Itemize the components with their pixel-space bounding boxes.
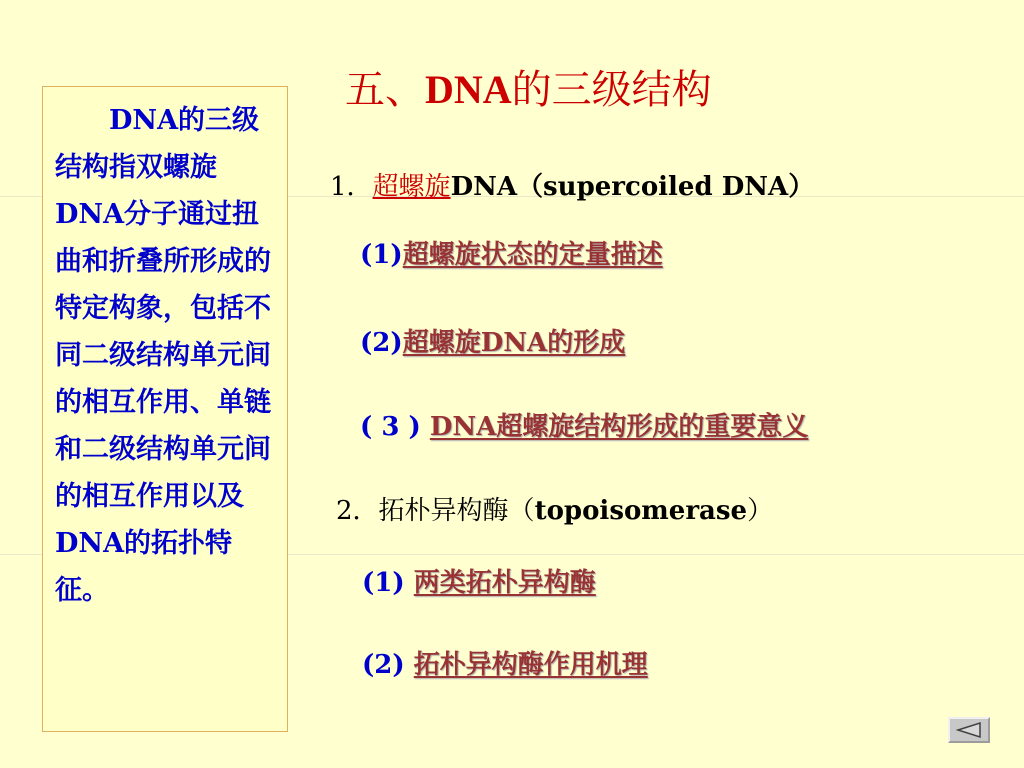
list-item[interactable]: (1)超螺旋状态的定量描述: [360, 240, 663, 270]
list-item[interactable]: (1) 两类拓朴异构酶: [362, 568, 596, 598]
page-title: 五、DNA的三级结构: [345, 67, 712, 113]
definition-text: DNA的三级结构指双螺旋DNA分子通过扭曲和折叠所形成的特定构象，包括不同二级结构单元间的相互作用、单链和二级结构单元间的相互作用以及DNA的拓扑特征。: [55, 105, 271, 606]
mechanism-link[interactable]: 拓朴异构酶作用机理: [413, 650, 648, 680]
quantitative-description-link[interactable]: 超螺旋状态的定量描述: [402, 240, 663, 270]
back-button[interactable]: [948, 717, 990, 743]
definition-box: [42, 86, 288, 732]
list-item[interactable]: (2) 拓朴异构酶作用机理: [362, 650, 648, 680]
list-item[interactable]: ( 3 ) DNA超螺旋结构形成的重要意义: [360, 412, 809, 442]
list-item[interactable]: (2)超螺旋DNA的形成: [360, 328, 626, 358]
significance-link[interactable]: DNA超螺旋结构形成的重要意义: [429, 412, 809, 442]
two-types-link[interactable]: 两类拓朴异构酶: [413, 568, 596, 598]
supercoil-link[interactable]: 超螺旋: [372, 172, 451, 202]
section-heading-topoisomerase: 2．拓朴异构酶（topoisomerase）: [336, 496, 774, 526]
triangle-left-icon: [950, 719, 988, 741]
supercoil-formation-link[interactable]: 超螺旋DNA的形成: [402, 328, 626, 358]
section-heading-supercoiled: 1．超螺旋DNA（supercoiled DNA）: [330, 172, 815, 202]
